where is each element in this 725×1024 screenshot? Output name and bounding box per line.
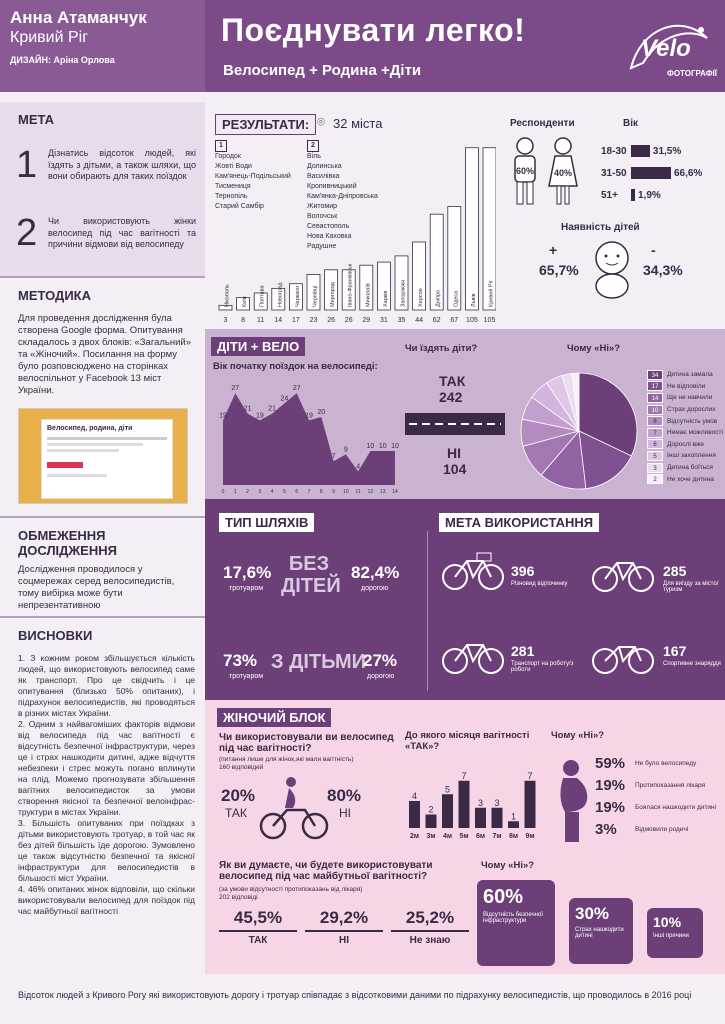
q1-no-label: НІ [339, 806, 351, 820]
city-bar-label: Дніпро [435, 289, 442, 307]
q4-answer-label: НІ [339, 935, 349, 946]
ride-yes-label: ТАК [439, 373, 466, 389]
without-sidewalk-pct: 17,6% [223, 563, 272, 582]
male-pct: 60% [515, 166, 535, 176]
start-age-value-label: 7 [331, 453, 336, 461]
goal-num-1: 1 [16, 144, 38, 186]
start-age-tick: 10 [343, 489, 349, 495]
routes-heading: ТИП ШЛЯХІВ [219, 513, 314, 532]
conclusions-heading: ВИСНОВКИ [18, 628, 93, 643]
city-value-label: 67 [450, 317, 459, 324]
q5-reason-card [647, 908, 703, 958]
bike-icon-transport [441, 635, 505, 675]
pie-legend-item [647, 392, 725, 404]
pie-legend-item [647, 369, 725, 381]
q4-answer-label: Не знаю [409, 935, 451, 946]
purpose-label-4: Спортивне знаряддя [663, 661, 721, 667]
q4-answer [219, 908, 297, 964]
month-value-label: 5 [444, 784, 451, 795]
city-value-label: 62 [432, 317, 441, 324]
city-bar-label: Запоріжжя [400, 279, 407, 307]
with-road-label: дорогою [367, 673, 395, 680]
month-value-label: 3 [494, 797, 500, 808]
q4-answer-value: 25,2% [391, 908, 469, 932]
goal-section [0, 102, 205, 276]
month-tick-label: 9м [525, 833, 535, 840]
limits-section [0, 516, 205, 616]
q3-reason-label: Протипоказання лікаря [635, 781, 706, 789]
start-age-value-label: 20 [317, 409, 326, 416]
city-bar-label: Львів [470, 293, 477, 307]
q5-reason-card [569, 898, 633, 964]
q3-reason-label: Боялася нашкодити дитині [635, 803, 717, 811]
month-bar [409, 801, 420, 828]
q4-answer-label: ТАК [248, 935, 268, 946]
start-age-title: Вік початку поїздок на велосипеді: [213, 361, 378, 372]
kids-velo-section [205, 329, 725, 499]
age-row [601, 140, 721, 162]
month-tick-label: 8м [508, 833, 519, 840]
pie-legend-value: 34 [647, 370, 663, 380]
goal-heading: МЕТА [18, 112, 55, 127]
with-road-pct: 27% [363, 651, 398, 670]
city-value-label: 8 [241, 317, 246, 324]
start-age-tick: 4 [270, 489, 274, 495]
start-age-tick: 12 [367, 489, 374, 495]
age-label: Вік [623, 118, 639, 129]
month-tick-label: 7м [492, 833, 502, 840]
conclusions-section [0, 616, 205, 974]
month-value-label: 7 [461, 770, 467, 781]
author-city: Кривий Ріг [10, 29, 89, 46]
q4-note: (за умови відсутності протипоказань від лікаря) [219, 886, 363, 893]
footer-text: Відсоток людей з Кривого Рогу які використовують дорогу і тротуар співпадає з відсотковими даними по підрахунку велосипедистів, що проводилось в 2016 році [18, 990, 692, 1000]
q1-yes-pct: 20% [221, 786, 256, 805]
q5-reason-card [477, 880, 555, 966]
group1-city: Тисмениця [215, 183, 251, 190]
q3-reason-item [595, 796, 723, 818]
start-age-tick: 3 [258, 489, 262, 495]
q3-reason-label: Відмовили родичі [635, 825, 689, 833]
group1-city: Тернопіль [215, 193, 248, 200]
pie-legend-item [647, 473, 725, 485]
age-range: 18-30 [601, 145, 627, 157]
with-sidewalk-label: тротуаром [229, 673, 264, 680]
bike-icon-leisure [441, 549, 505, 593]
pie-legend-item [647, 462, 725, 474]
logo-sub: ФОТОГРАФІЇ [667, 69, 717, 78]
pie-legend-value: 17 [647, 381, 663, 391]
month-bar [492, 808, 503, 828]
start-age-tick: 13 [379, 489, 386, 495]
city-bar-label: Чернівці [312, 285, 319, 307]
q5-reason-value: 60% [483, 886, 524, 908]
pie-legend-label: Ще не навчили [667, 394, 713, 402]
start-age-value-label: 9 [343, 446, 348, 454]
without-road-pct: 82,4% [351, 563, 400, 582]
age-row [601, 184, 721, 206]
city-bar-label: Миколаїв [365, 283, 372, 307]
month-value-label: 3 [477, 797, 484, 808]
q5-reason-label: Інші причини [653, 933, 689, 939]
logo-text: Velo [641, 35, 691, 62]
purpose-value-4: 167 [663, 643, 687, 659]
pie-legend-value: 8 [647, 416, 663, 426]
conclusion-2: 2. Одним з найвагоміших факторів відмови від велосипеда під час вагітності є відсутність безпечної інфраструктури, через це і страх нашкодити дитині, адже відчуття небезпеки і стрес можуть погано вплинути на плід. Можемо прогнозувати збільшення вагітних велосипедисток за умови створення якісної та безпечної велоінфрас-труктури в містах України. [18, 719, 195, 817]
author-name: Анна Атаманчук [10, 8, 147, 27]
start-age-tick: 9 [332, 489, 335, 495]
q4-answer-value: 45,5% [219, 908, 297, 932]
why-no-legend [647, 369, 725, 485]
q3-reason-item [595, 818, 723, 840]
method-text: Для проведення дослідження була створена Google форма. Опитування складалось з двох блоків: «Загальний» та «Жіночий». Посилання на форму було розповсюджено на сторінках велоспільнот у Facebook 13 міст України. [18, 313, 192, 396]
page-title: Поєднувати легко! [221, 12, 526, 48]
month-value-label: 1 [510, 811, 517, 822]
female-pct: 40% [553, 168, 573, 178]
cities-count: 32 міста [333, 116, 383, 131]
city-bar-label: Київ [242, 296, 249, 307]
month-bar [426, 815, 437, 829]
group2-city: Кам'янка-Дніпровська [307, 193, 378, 200]
city-value-label: 11 [257, 317, 265, 324]
pie-legend-value: 6 [647, 439, 663, 449]
start-age-tick: 5 [283, 489, 286, 495]
group2-city: Нова Каховка [307, 233, 352, 240]
pie-legend-item [647, 450, 725, 462]
goal-num-2: 2 [16, 212, 38, 254]
city-value-label: 29 [362, 317, 371, 324]
purpose-value-2: 285 [663, 563, 687, 579]
month-tick-label: 6м [475, 833, 486, 840]
q3-reason-item [595, 774, 723, 796]
purpose-label-3: Транспорт на роботу/з роботи [511, 661, 574, 673]
city-value-label: 44 [415, 317, 423, 324]
without-kids-label: БЕЗ ДІТЕЙ [281, 553, 341, 597]
kids-yes-pct: 65,7% [539, 262, 579, 278]
start-age-tick: 14 [392, 489, 398, 495]
respondents-figures [505, 136, 585, 208]
kids-presence-label: Наявність дітей [561, 222, 640, 233]
purpose-label-2: Для виїзду за місто/туризм [663, 581, 719, 593]
author-panel [0, 0, 205, 92]
q3-question: Чому «Ні»? [551, 730, 605, 741]
age-range: 31-50 [601, 167, 627, 179]
age-bar [631, 145, 650, 157]
city-bar-label: Херсон [418, 288, 425, 307]
left-column [0, 92, 205, 974]
location-icon: ⌾ [317, 114, 325, 129]
pie-legend-item [647, 439, 725, 451]
city-value-label: 31 [380, 317, 388, 324]
road-icon [405, 413, 505, 435]
pie-legend-item [647, 427, 725, 439]
velo-logo [621, 8, 717, 86]
group2-city: Кропивницький [307, 183, 357, 190]
pie-legend-label: Страх дорослих [667, 406, 716, 414]
city-bar-label: Одеса [453, 290, 460, 307]
group2-city: Віль [307, 153, 321, 160]
q1-note: (питання лише для жінок,які мали вагітність) [219, 756, 354, 763]
month-tick-label: 4м [442, 833, 453, 840]
cities-bar-chart [211, 122, 496, 327]
group1-label: 1 [215, 140, 227, 152]
conclusion-3: 3. Більшість опитуваних при поїздках з дітьми використовують тротуар, в той час як без дітей більшість їде дорогою. Зумовлено це також відсутністю безпечної та якісної інфраструктури для велосипедистів в більшості міст України. [18, 818, 195, 883]
q1-question: Чи використовували ви велосипед під час вагітності? [219, 732, 394, 754]
pie-legend-label: Інші захоплення [667, 452, 716, 460]
group1-city: Жовті Води [215, 163, 252, 170]
pie-legend-label: Не хоче дитина [667, 475, 714, 483]
start-age-value-label: 19 [219, 412, 227, 420]
q5-reason-label: Відсутність безпечної інфраструктури [483, 912, 543, 924]
start-age-value-label: 27 [292, 385, 301, 393]
q3-reason-item [595, 752, 723, 774]
pie-legend-value: 10 [647, 405, 663, 415]
q4-question: Як ви думаєте, чи будете використовувати велосипед під час майбутньої вагітності? [219, 860, 433, 882]
q3-reason-value: 19% [595, 798, 626, 816]
pie-legend-label: Не відповіли [667, 382, 706, 390]
city-bar-label: Нікополь [224, 284, 231, 307]
group2-city: Радушне [307, 243, 337, 250]
age-bars [601, 140, 721, 206]
with-kids-label: З ДІТЬМИ [271, 651, 367, 673]
city-bar [465, 148, 478, 310]
age-row [601, 162, 721, 184]
month-bar [475, 808, 486, 828]
city-bar-label: Новоград [277, 282, 284, 307]
age-value: 66,6% [673, 167, 703, 179]
why-no-title: Чому «Ні»? [567, 343, 621, 354]
results-section [205, 92, 725, 329]
respondents-label: Респонденти [510, 118, 575, 129]
start-age-value-label: 10 [391, 443, 399, 450]
pregnant-cyclist-icon [259, 776, 329, 846]
q1-no-pct: 80% [327, 786, 362, 805]
form-screenshot [18, 408, 188, 504]
ride-no-value: 104 [443, 461, 467, 477]
q1-yes-label: ТАК [225, 806, 247, 820]
start-age-tick: 1 [233, 489, 237, 495]
routes-section [205, 499, 725, 700]
purpose-value-1: 396 [511, 563, 535, 579]
q4-answer [305, 908, 383, 964]
q5-question: Чому «Ні»? [481, 860, 535, 871]
pie-legend-label: Дитина боїться [667, 464, 713, 472]
month-bar [459, 781, 470, 828]
q1-count: 160 відповідей [219, 764, 264, 771]
start-age-value-label: 21 [268, 405, 277, 413]
start-age-area-chart [209, 375, 401, 495]
start-age-value-label: 10 [378, 443, 387, 450]
pie-legend-label: Дорослі вже [667, 440, 704, 448]
start-age-value-label: 21 [243, 405, 252, 413]
q4-answers [219, 908, 469, 964]
start-age-value-label: 10 [366, 443, 375, 450]
conclusion-1: 1. З кожним роком збільшується кількість людей, що використовують велосипед саме як транспорт. Про це свідчить і це опитування (близько 50% опитаних), і підрахунок велосипедистів, які проводяться в різних містах України. [18, 653, 195, 718]
purpose-value-3: 281 [511, 643, 535, 659]
start-age-value-label: 27 [231, 385, 240, 393]
pie-legend-item [647, 381, 725, 393]
q3-reason-value: 3% [595, 820, 617, 838]
city-bar-label: Кривий Ріг [488, 280, 495, 307]
kids-no-sign: - [651, 242, 656, 258]
month-tick-label: 2м [409, 833, 420, 840]
age-value: 31,5% [652, 145, 682, 157]
q5-reasons [477, 880, 721, 968]
start-age-tick: 11 [355, 489, 361, 495]
page-subtitle: Велосипед + Родина +Діти [223, 62, 422, 79]
city-value-label: 105 [483, 317, 496, 324]
city-value-label: 35 [397, 317, 406, 324]
month-value-label: 7 [527, 770, 533, 781]
design-credit: ДИЗАЙН: Аріна Орлова [10, 55, 115, 65]
city-bar-label: Миргород [330, 282, 337, 307]
start-age-value-label: 19 [255, 412, 264, 420]
city-value-label: 14 [274, 317, 283, 324]
pie-legend-value: 3 [647, 463, 663, 473]
q4-count: 202 відповіді [219, 894, 258, 901]
city-value-label: 26 [327, 317, 335, 324]
month-bar [508, 821, 519, 828]
pie-legend-item [647, 404, 725, 416]
limits-heading: ОБМЕЖЕННЯ ДОСЛІДЖЕННЯ [18, 528, 117, 558]
with-sidewalk-pct: 73% [223, 651, 258, 670]
bike-icon-sport [591, 635, 655, 675]
month-bar [442, 794, 453, 828]
start-age-tick: 7 [307, 489, 311, 495]
month-bar-chart [403, 756, 543, 846]
method-section [0, 276, 205, 516]
q2-question: До якого місяця вагітності «ТАК»? [405, 730, 530, 752]
city-value-label: 105 [466, 317, 478, 324]
ride-yes-value: 242 [439, 389, 463, 405]
group2-city: Долинська [307, 163, 342, 170]
title-panel [205, 0, 725, 92]
city-bar-label: Полтава [259, 285, 266, 307]
start-age-value-label: 4 [356, 463, 361, 471]
q5-reason-value: 30% [575, 904, 610, 923]
without-road-label: дорогою [361, 585, 389, 592]
kids-velo-heading: ДІТИ + ВЕЛО [211, 337, 305, 356]
month-value-label: 2 [428, 804, 434, 815]
without-sidewalk-label: тротуаром [229, 585, 264, 592]
kids-no-pct: 34,3% [643, 262, 683, 278]
goal-text-2: Чи використовують жінки велосипед під час вагітності та причини відмови від велосипеду [48, 216, 196, 249]
q4-answer-value: 29,2% [305, 908, 383, 932]
pregnant-woman-icon [551, 758, 593, 844]
city-bar-label: Харків [382, 290, 389, 307]
ride-no-label: НІ [447, 445, 461, 461]
form-card [41, 419, 173, 499]
group2-city: Севастополь [307, 223, 350, 230]
pie-legend-value: 7 [647, 428, 663, 438]
age-bar [631, 189, 635, 201]
form-title: Велосипед, родина, діти [47, 425, 133, 432]
city-value-label: 17 [292, 317, 300, 324]
group1-city: Кам'янець-Подільський [215, 173, 291, 180]
month-tick-label: 5м [459, 833, 469, 840]
pie-legend-label: Немає можливості [667, 429, 723, 437]
bike-icon-tourism [591, 553, 655, 593]
group1-city: Городок [215, 153, 241, 160]
group1-city: Старий Самбір [215, 203, 264, 210]
purpose-heading: МЕТА ВИКОРИСТАННЯ [439, 513, 599, 532]
method-heading: МЕТОДИКА [18, 288, 91, 303]
purpose-label-1: Різновид відпочинку [511, 581, 568, 587]
pie-legend-value: 14 [647, 393, 663, 403]
q3-reason-value: 19% [595, 776, 626, 794]
city-bar-label: Івано-Франківськ [347, 263, 354, 307]
why-no-pie-chart [517, 369, 641, 493]
q3-reasons [595, 752, 723, 840]
start-age-tick: 2 [246, 489, 249, 495]
q3-reason-value: 59% [595, 754, 626, 772]
start-age-value-label: 24 [280, 395, 289, 403]
group2-city: Василівка [307, 173, 340, 180]
limits-text: Дослідження проводилося у соцмережах серед велосипедистів, тому вибірка може бути непрезентативною [18, 564, 175, 611]
women-section [205, 700, 725, 974]
pie-legend-label: Відсутність умов [667, 417, 718, 425]
start-age-tick: 0 [221, 489, 225, 495]
q5-reason-label: Страх нашкодити дитині [575, 927, 624, 939]
group2-city: Волочськ [307, 213, 338, 220]
conclusion-4: 4. 46% опитаних жінок відповіли, що скільки використовували велосипед для поїздок під час майбутньої вагітності [18, 884, 195, 916]
kids-yes-sign: + [549, 242, 558, 258]
pie-legend-label: Дитина замала [667, 371, 713, 379]
pie-legend-item [647, 415, 725, 427]
month-bar [525, 781, 536, 828]
age-bar [631, 167, 671, 179]
results-heading: РЕЗУЛЬТАТИ: [215, 114, 316, 135]
age-range: 51+ [601, 189, 618, 201]
city-bar-label: Черкаси [294, 285, 301, 307]
goal-text-1: Дізнатись відсоток людей, які їздять з дітьми, а також шляхи, що вони обирають для таких поїздок [48, 148, 196, 181]
women-heading: ЖІНОЧИЙ БЛОК [217, 708, 331, 727]
start-age-value-label: 19 [305, 412, 313, 420]
baby-icon [585, 240, 639, 302]
start-age-tick: 6 [295, 489, 299, 495]
month-value-label: 4 [411, 791, 418, 801]
q5-reason-value: 10% [653, 914, 682, 930]
city-value-label: 3 [223, 317, 228, 324]
month-tick-label: 3м [426, 833, 436, 840]
group2-label: 2 [307, 140, 319, 152]
start-age-tick: 8 [319, 489, 323, 495]
pie-legend-value: 2 [647, 474, 663, 484]
routes-divider [427, 531, 428, 691]
pie-legend-value: 5 [647, 451, 663, 461]
city-value-label: 26 [344, 317, 353, 324]
age-value: 1,9% [638, 189, 661, 201]
city-value-label: 23 [309, 317, 318, 324]
q4-answer [391, 908, 469, 964]
ride-question: Чи їздять діти? [405, 343, 478, 354]
q3-reason-label: Не було велосипеду [635, 759, 697, 767]
footer-note [0, 974, 725, 1024]
group2-city: Житомир [307, 203, 338, 210]
